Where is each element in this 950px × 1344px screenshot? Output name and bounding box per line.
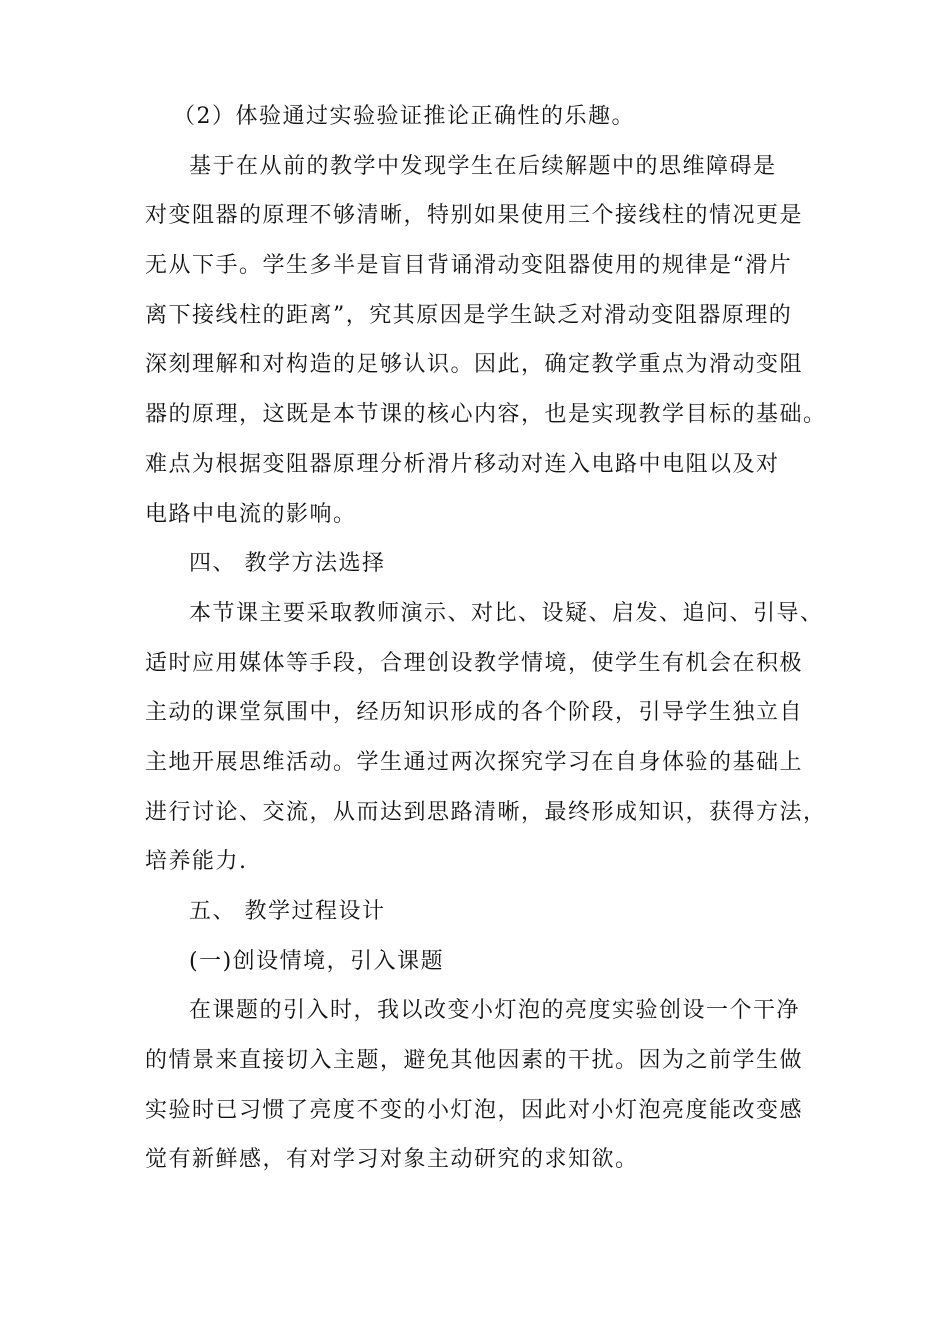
text-line: 培养能力. bbox=[145, 849, 248, 875]
text-line: 难点为根据变阻器原理分析滑片移动对连入电路中电阻以及对 bbox=[145, 451, 780, 477]
text-line: （2）体验通过实验验证推论正确性的乐趣。 bbox=[173, 104, 635, 129]
text-line: 的情景来直接切入主题，避免其他因素的干扰。因为之前学生做 bbox=[145, 1048, 804, 1074]
text-line: 基于在从前的教学中发现学生在后续解题中的思维障碍是 bbox=[189, 153, 777, 179]
text-line: 电路中电流的影响。 bbox=[145, 501, 357, 527]
text-line: 本节课主要采取教师演示、对比、设疑、启发、追问、引导、 bbox=[189, 600, 824, 626]
section-heading: 五、 教学过程设计 bbox=[189, 899, 386, 924]
text-line: 觉有新鲜感，有对学习对象主动研究的求知欲。 bbox=[145, 1147, 639, 1173]
subsection-heading: (一)创设情境，引入课题 bbox=[189, 948, 445, 974]
text-line: 进行讨论、交流，从而达到思路清晰，最终形成知识，获得方法， bbox=[145, 799, 827, 825]
text-line: 实验时已习惯了亮度不变的小灯泡，因此对小灯泡亮度能改变感 bbox=[145, 1097, 804, 1123]
text-line: 在课题的引入时，我以改变小灯泡的亮度实验创设一个干净 bbox=[189, 998, 801, 1024]
section-heading: 四、 教学方法选择 bbox=[189, 551, 386, 577]
document-page bbox=[145, 92, 827, 1185]
text-line: 主动的课堂氛围中，经历知识形成的各个阶段，引导学生独立自 bbox=[145, 700, 804, 726]
text-line: 无从下手。学生多半是盲目背诵滑动变阻器使用的规律是“滑片 bbox=[145, 253, 793, 279]
text-line: 深刻理解和对构造的足够认识。因此，确定教学重点为滑动变阻 bbox=[145, 352, 804, 378]
text-line: 对变阻器的原理不够清晰，特别如果使用三个接线柱的情况更是 bbox=[145, 203, 804, 229]
text-line: 适时应用媒体等手段，合理创设教学情境，使学生有机会在积极 bbox=[145, 650, 804, 676]
text-line: 主地开展思维活动。学生通过两次探究学习在自身体验的基础上 bbox=[145, 749, 804, 775]
text-line: 离下接线柱的距离”，究其原因是学生缺乏对滑动变阻器原理的 bbox=[145, 302, 793, 328]
text-line: 器的原理，这既是本节课的核心内容，也是实现教学目标的基础。 bbox=[145, 402, 827, 428]
